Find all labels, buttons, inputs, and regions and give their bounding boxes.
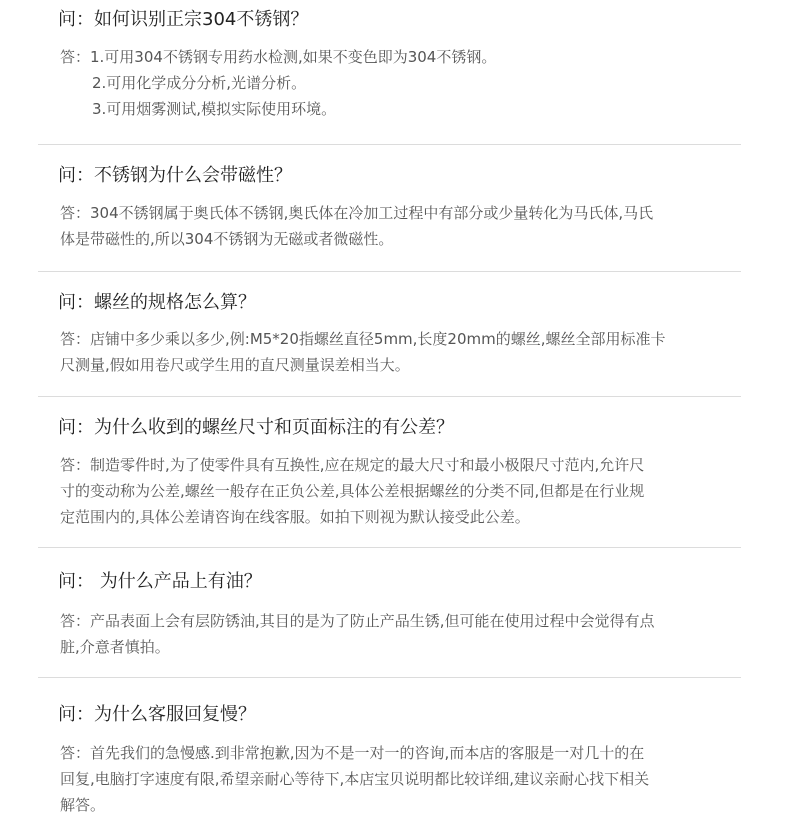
faq-question: 问：螺丝的规格怎么算？ [58, 292, 256, 313]
faq-answer [60, 608, 732, 660]
faq-answer [60, 326, 732, 378]
divider [38, 677, 741, 678]
answer-line: 尺测量,假如用卷尺或学生用的直尺测量误差相当大。 [60, 356, 410, 374]
answer-line: 答：店铺中多少乘以多少,例:M5*20指螺丝直径5mm,长度20mm的螺丝,螺丝全部用标准卡 [60, 330, 666, 348]
answer-line: 答：1.可用304不锈钢专用药水检测,如果不变色即为304不锈钢。 [60, 48, 497, 66]
answer-line: 答：首先我们的急慢感.到非常抱歉,因为不是一对一的咨询,而本店的客服是一对几十的在 [60, 744, 645, 762]
answer-line: 脏,介意者慎拍。 [60, 638, 170, 656]
divider [38, 144, 741, 145]
answer-line: 答：304不锈钢属于奥氏体不锈钢,奥氏体在冷加工过程中有部分或少量转化为马氏体,马氏 [60, 204, 654, 222]
answer-line: 回复,电脑打字速度有限,希望亲耐心等待下,本店宝贝说明都比较详细,建议亲耐心找下相关 [60, 770, 650, 788]
faq-question: 问：不锈钢为什么会带磁性？ [58, 165, 292, 186]
answer-line: 2.可用化学成分分析,光谱分析。 [92, 74, 307, 92]
answer-line: 答：产品表面上会有层防锈油,其目的是为了防止产品生锈,但可能在使用过程中会觉得有点 [60, 612, 655, 630]
divider [38, 547, 741, 548]
faq-answer [60, 452, 732, 530]
answer-line: 体是带磁性的,所以304不锈钢为无磁或者微磁性。 [60, 230, 394, 248]
divider [38, 396, 741, 397]
answer-line: 定范围内的,具体公差请咨询在线客服。如拍下则视为默认接受此公差。 [60, 508, 530, 526]
faq-question: 问： 为什么产品上有油？ [58, 571, 262, 592]
faq-answer [60, 200, 732, 252]
answer-line: 解答。 [60, 796, 106, 814]
answer-line: 答：制造零件时,为了使零件具有互换性,应在规定的最大尺寸和最小极限尺寸范内,允许尺 [60, 456, 645, 474]
faq-question: 问：为什么客服回复慢？ [58, 704, 256, 725]
answer-line: 3.可用烟雾测试,模拟实际使用环境。 [92, 100, 337, 118]
divider [38, 271, 741, 272]
faq-answer [60, 44, 732, 122]
faq-answer [60, 740, 732, 818]
answer-line: 寸的变动称为公差,螺丝一般存在正负公差,具体公差根据螺丝的分类不同,但都是在行业规 [60, 482, 645, 500]
faq-question: 问：为什么收到的螺丝尺寸和页面标注的有公差？ [58, 417, 454, 438]
faq-question: 问：如何识别正宗304不锈钢？ [58, 9, 309, 30]
